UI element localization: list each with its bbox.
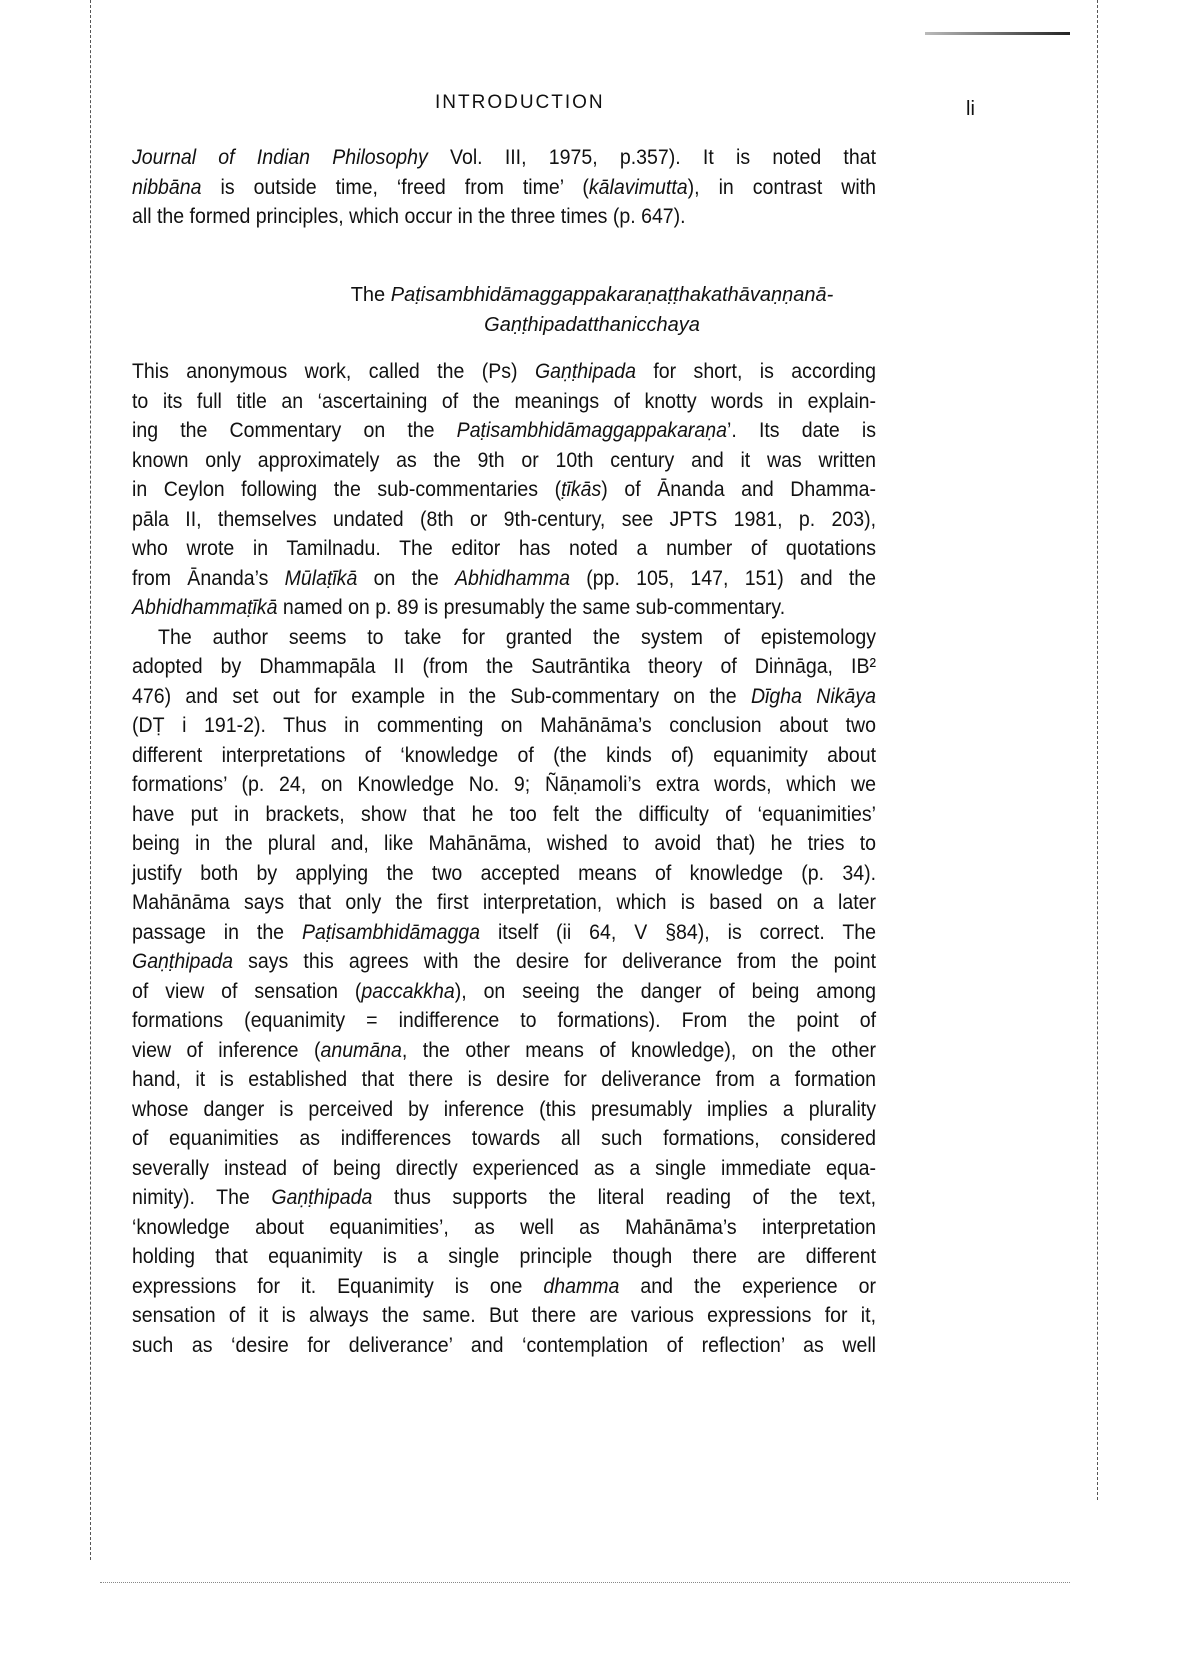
- text-line: [132, 357, 876, 387]
- heading-line-2: [0, 310, 1184, 340]
- heading-title-part2: Gaṇṭhipadatthanicchaya: [484, 314, 700, 336]
- pali-term: kālavimutta: [588, 175, 688, 199]
- text-run: different interpretations of ‘knowledge of (the kinds of) equanimity about: [132, 743, 876, 767]
- text-run: itself (ii 64, V §84), is correct. The: [480, 920, 877, 944]
- text-line: [132, 1036, 876, 1066]
- text-line: [132, 534, 876, 564]
- italic-term: Paṭisambhidāmagga: [301, 920, 481, 944]
- text-line: [132, 173, 876, 203]
- italic-term: paccakkha: [361, 979, 455, 1003]
- text-line: [132, 387, 876, 417]
- text-run: This anonymous work, called the (Ps): [132, 360, 535, 383]
- heading-lead: The: [350, 284, 391, 306]
- text-line: [132, 593, 876, 623]
- text-line: [132, 741, 876, 771]
- text-run: being in the plural and, like Mahānāma, wished to avoid that) he tries to: [132, 832, 876, 855]
- text-run: pāla II, themselves undated (8th or 9th-century, see JPTS 1981, p. 203),: [132, 507, 876, 531]
- scan-artifact-rule: [925, 32, 1070, 35]
- running-head: [0, 92, 1184, 122]
- text-line: [132, 475, 876, 505]
- text-line: [132, 202, 876, 232]
- text-line: [132, 1154, 876, 1184]
- italic-term: Paṭisambhidāmaggappakaraṇa: [456, 419, 728, 442]
- text-run: thus supports the literal reading of the text,: [372, 1186, 876, 1209]
- text-run: for short, is according: [635, 360, 876, 383]
- text-run: such as ‘desire for deliverance’ and ‘contemplation of reflection’ as well: [132, 1333, 876, 1357]
- text-run: Mahānāma says that only the first interpretation, which is based on a later: [132, 891, 876, 914]
- text-line: [132, 770, 876, 800]
- text-run: view of inference (: [132, 1038, 321, 1062]
- text-run: 476) and set out for example in the Sub-commentary on the: [132, 684, 751, 708]
- text-line: [132, 829, 876, 859]
- text-line: [132, 859, 876, 889]
- italic-term: Gaṇṭhipada: [132, 950, 233, 973]
- text-run: (pp. 105, 147, 151) and the: [570, 566, 876, 590]
- text-line: [132, 1331, 876, 1361]
- italic-term: Dīgha Nikāya: [750, 684, 876, 708]
- body-text: [132, 357, 876, 1360]
- text-line: [132, 416, 876, 446]
- text-line: [132, 1272, 876, 1302]
- text-run: severally instead of being directly experienced as a single immediate equa-: [132, 1156, 876, 1180]
- section-heading: [0, 280, 1184, 340]
- text-line: [132, 888, 876, 918]
- scan-artifact-bottom: [100, 1582, 1070, 1583]
- italic-term: dhamma: [543, 1274, 620, 1298]
- text-run: says this agrees with the desire for deliverance from the point: [232, 950, 876, 973]
- text-line: [132, 652, 876, 682]
- text-line: [132, 711, 876, 741]
- text-run: ) of Ānanda and Dhamma-: [601, 478, 877, 501]
- italic-term: Gaṇṭhipada: [271, 1186, 373, 1209]
- text-run: justify both by applying the two accepted means of knowledge (p. 34).: [132, 861, 876, 885]
- text-line: [132, 1095, 876, 1125]
- text-run: known only approximately as the 9th or 10th century and it was written: [132, 448, 876, 472]
- text-run: whose danger is perceived by inference (this presumably implies a plurality: [132, 1097, 876, 1121]
- text-run: Vol. III, 1975, p.357). It is noted that: [427, 146, 877, 169]
- text-line: [132, 1213, 876, 1243]
- text-run: have put in brackets, show that he too felt the difficulty of ‘equanimities’: [132, 802, 876, 826]
- text-run: in Ceylon following the sub-commentaries (: [132, 478, 562, 501]
- text-run: of view of sensation (: [132, 979, 362, 1003]
- text-run: of equanimities as indifferences towards all such formations, considered: [132, 1127, 876, 1150]
- scan-edge-right: [1097, 0, 1098, 1500]
- text-line: [132, 800, 876, 830]
- text-run: on the: [357, 566, 455, 590]
- text-line: [132, 682, 876, 712]
- text-run: formations’ (p. 24, on Knowledge No. 9; Ñāṇamoli’s extra words, which we: [132, 773, 876, 796]
- text-run: The author seems to take for granted the system of epistemology: [158, 625, 876, 649]
- text-line: [132, 1006, 876, 1036]
- text-run: adopted by Dhammapāla II (from the Sautrāntika theory of Diṅnāga, IB²: [132, 655, 876, 678]
- text-run: ), on seeing the danger of being among: [454, 979, 876, 1003]
- journal-title: Journal of Indian Philosophy: [132, 146, 428, 169]
- text-run: (DṬ i 191-2). Thus in commenting on Mahānāma’s conclusion about two: [132, 714, 876, 737]
- text-line: [132, 143, 876, 173]
- running-title: INTRODUCTION: [435, 92, 605, 113]
- text-run: ‘knowledge about equanimities’, as well as Mahānāma’s interpretation: [132, 1215, 876, 1239]
- text-run: passage in the: [132, 920, 302, 944]
- text-run: expressions for it. Equanimity is one: [132, 1274, 544, 1298]
- italic-term: Gaṇṭhipada: [534, 360, 636, 383]
- italic-term: Abhidhamma: [454, 566, 571, 590]
- heading-title-part1: Paṭisambhidāmaggappakaraṇaṭṭhakathāvaṇṇanā-: [390, 284, 834, 306]
- pali-term: nibbāna: [132, 175, 202, 199]
- text-run: and the experience or: [619, 1274, 876, 1298]
- italic-term: Mūlaṭīkā: [284, 566, 358, 590]
- text-line: [132, 947, 876, 977]
- text-line: [132, 1183, 876, 1213]
- text-run: from Ānanda’s: [132, 566, 285, 590]
- text-run: nimity). The: [132, 1186, 272, 1209]
- text-line: [132, 446, 876, 476]
- scan-edge-left: [90, 0, 91, 1560]
- text-line: [132, 1124, 876, 1154]
- text-run: ing the Commentary on the: [132, 419, 457, 442]
- text-line: [132, 623, 876, 653]
- text-run: hand, it is established that there is desire for deliverance from a formation: [132, 1068, 876, 1091]
- page-number: li: [966, 98, 975, 120]
- heading-line-1: [0, 280, 1184, 310]
- text-run: ), in contrast with: [687, 175, 876, 199]
- text-line: [132, 1065, 876, 1095]
- text-line: [132, 977, 876, 1007]
- text-run: formations (equanimity = indifference to formations). From the point of: [132, 1009, 876, 1032]
- italic-term: Abhidhammaṭīkā: [132, 596, 278, 619]
- text-run: all the formed principles, which occur in the three times (p. 647).: [132, 205, 686, 228]
- text-run: ’. Its date is: [727, 419, 876, 442]
- text-run: sensation of it is always the same. But there are various expressions for it,: [132, 1304, 876, 1327]
- text-line: [132, 1242, 876, 1272]
- text-run: is outside time, ‘freed from time’ (: [201, 175, 589, 199]
- text-line: [132, 505, 876, 535]
- text-run: who wrote in Tamilnadu. The editor has noted a number of quotations: [132, 537, 876, 560]
- text-line: [132, 1301, 876, 1331]
- text-run: , the other means of knowledge), on the other: [401, 1038, 876, 1062]
- text-run: to its full title an ‘ascertaining of the meanings of knotty words in explain-: [132, 389, 876, 413]
- text-run: holding that equanimity is a single principle though there are different: [132, 1245, 876, 1268]
- text-line: [132, 564, 876, 594]
- text-line: [132, 918, 876, 948]
- text-run: named on p. 89 is presumably the same sub-commentary.: [277, 596, 786, 619]
- italic-term: anumāna: [320, 1038, 402, 1062]
- continued-paragraph: [132, 143, 876, 232]
- italic-term: ṭīkās: [561, 478, 602, 501]
